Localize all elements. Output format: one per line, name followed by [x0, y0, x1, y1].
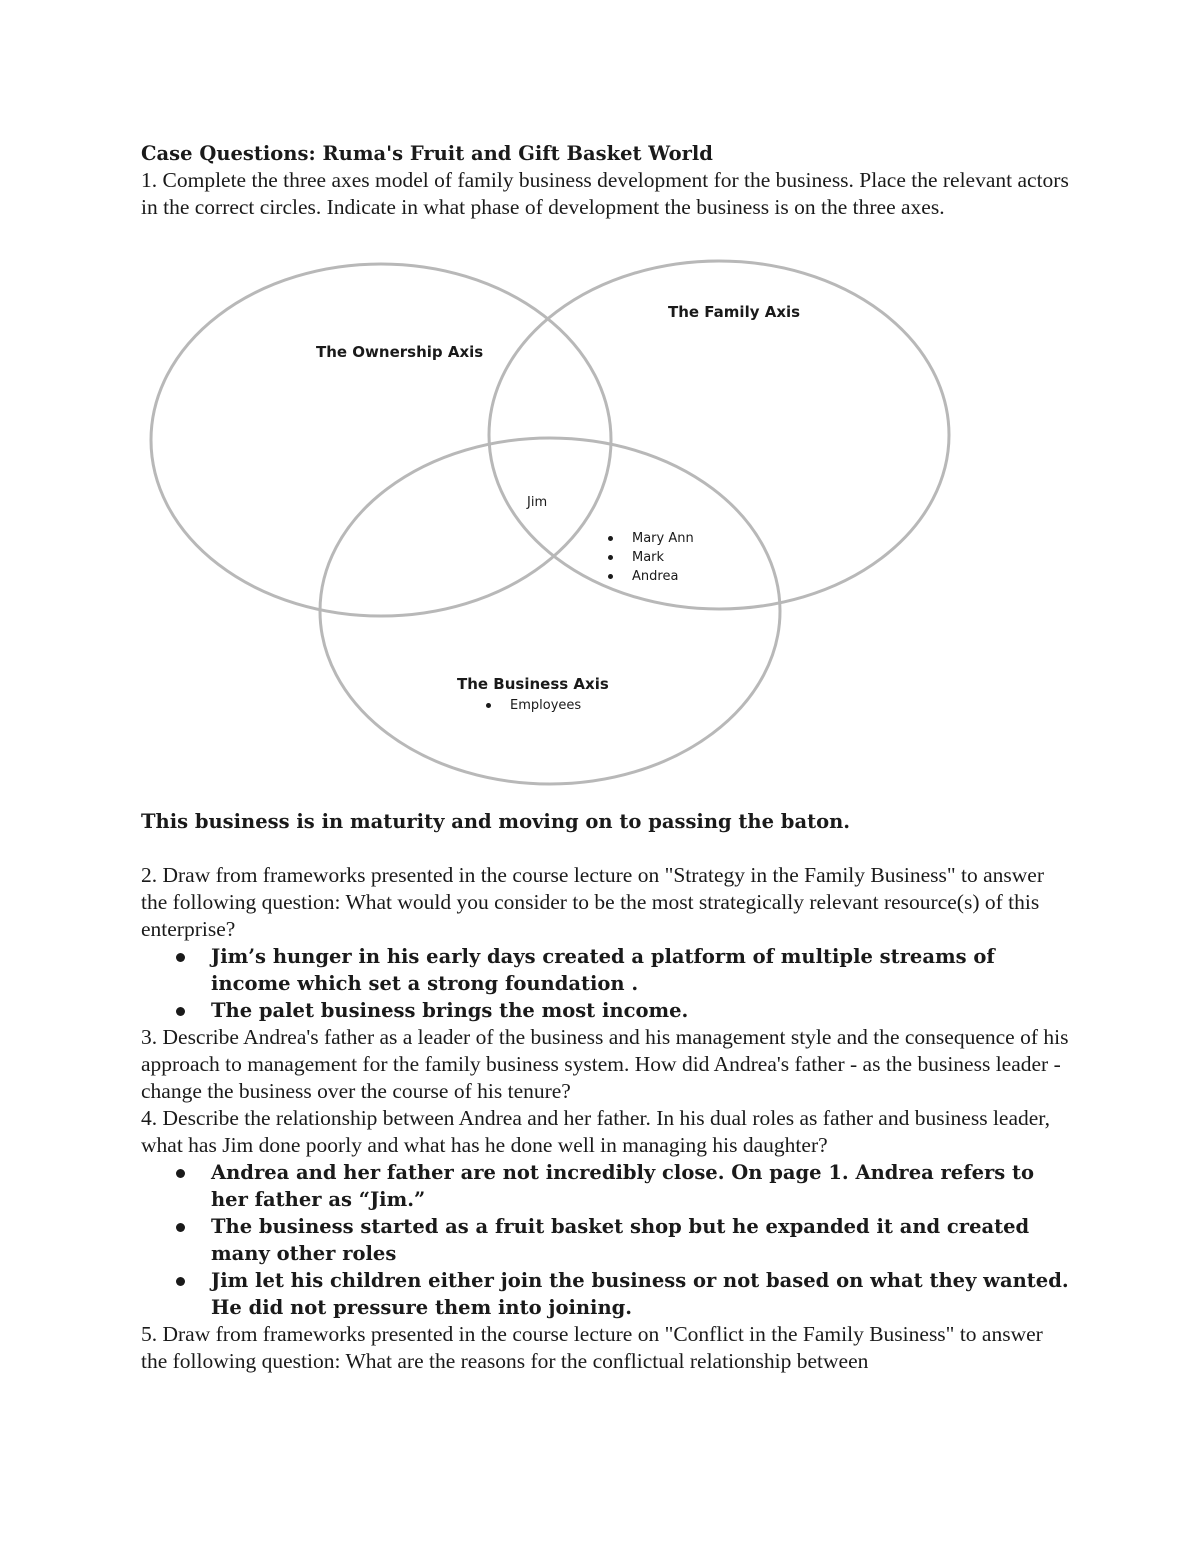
question-4: 4. Describe the relationship between Andrea and her father. In his dual roles as father and business leader, what has Jim done poorly and what has he done well in managing his daughter?: [141, 1106, 1050, 1157]
question-4-answers: [141, 1159, 1071, 1321]
center-member: Jim: [527, 495, 548, 510]
document-header: [141, 140, 1071, 221]
list-item: Employees: [484, 696, 581, 715]
family-business-members-list: [606, 529, 694, 586]
list-item: The palet business brings the most income.: [141, 997, 1071, 1024]
list-item: Mary Ann: [606, 529, 694, 548]
business-axis-label: The Business Axis: [457, 675, 609, 693]
list-item: Andrea and her father are not incredibly close. On page 1. Andrea refers to her father as “Jim.”: [141, 1159, 1071, 1213]
list-item: Mark: [606, 548, 694, 567]
phase-statement: This business is in maturity and moving on to passing the baton.: [141, 810, 851, 833]
business-circle: [320, 438, 780, 784]
venn-circles: [140, 255, 960, 800]
question-2-answers: [141, 943, 1071, 1024]
question-1: 1. Complete the three axes model of family business development for the business. Place the relevant actors in the correct circles. Indicate in what phase of development the business is on the three axes.: [141, 168, 1069, 219]
family-axis-label: The Family Axis: [668, 303, 801, 321]
ownership-circle: [151, 264, 611, 616]
question-5: 5. Draw from frameworks presented in the course lecture on "Conflict in the Family Business" to answer the following question: What are the reasons for the conflictual relationship between: [141, 1322, 1043, 1373]
document-title: Case Questions: Ruma's Fruit and Gift Basket World: [141, 142, 713, 165]
ownership-axis-label: The Ownership Axis: [316, 343, 484, 361]
list-item: Andrea: [606, 567, 694, 586]
question-3: 3. Describe Andrea's father as a leader of the business and his management style and the consequence of his approach to management for the family business system. How did Andrea's father - as the business leader - change the business over the course of his tenure?: [141, 1025, 1069, 1103]
list-item: Jim’s hunger in his early days created a platform of multiple streams of income which set a strong foundation .: [141, 943, 1071, 997]
blank-line: [141, 835, 1071, 862]
business-members-list: [484, 696, 581, 715]
question-2: 2. Draw from frameworks presented in the course lecture on "Strategy in the Family Business" to answer the following question: What would you consider to be the most strategically relevant resource(s) of this enterprise?: [141, 863, 1044, 941]
document-body: [141, 808, 1071, 1375]
list-item: The business started as a fruit basket shop but he expanded it and created many other roles: [141, 1213, 1071, 1267]
three-axes-venn-diagram: [140, 255, 960, 800]
list-item: Jim let his children either join the business or not based on what they wanted. He did not pressure them into joining.: [141, 1267, 1071, 1321]
